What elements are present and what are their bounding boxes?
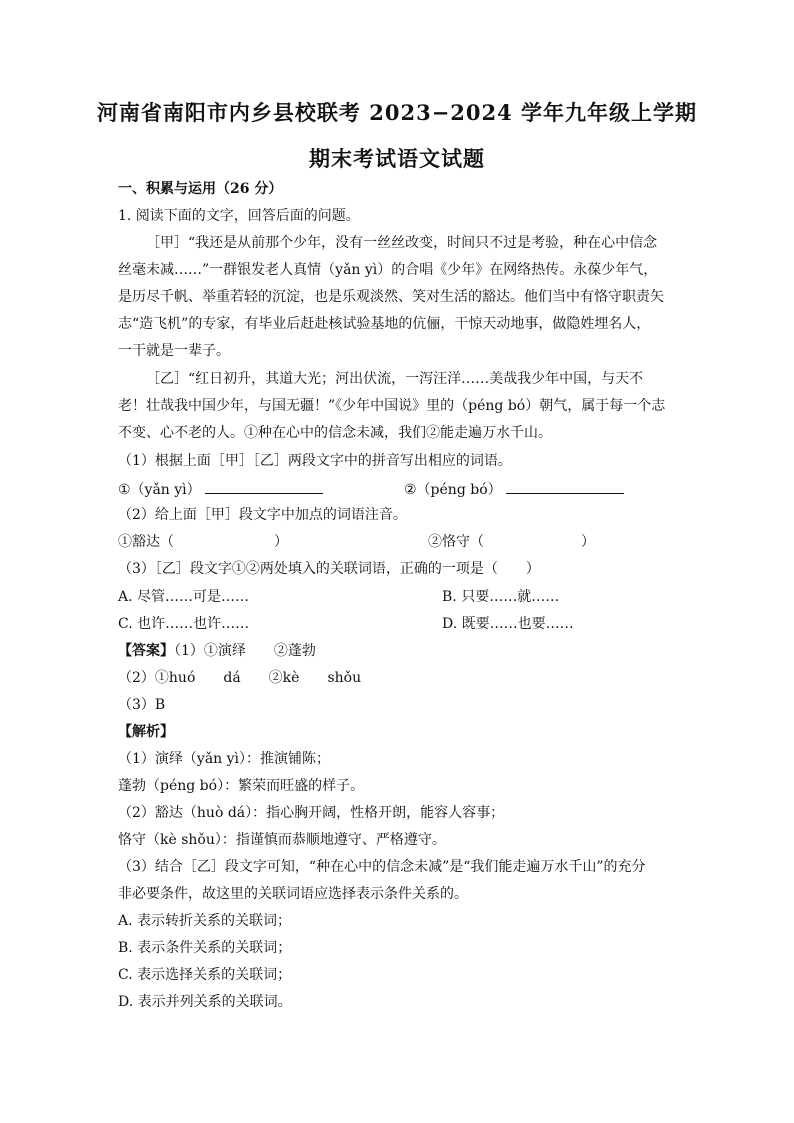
passage-a-line: 是历尽千帆、举重若轻的沉淀，也是乐观淡然、笑对生活的豁达。他们当中有恪守职责矢 — [118, 289, 664, 305]
analysis-line: （2）豁达（huò dá）：指心胸开阔，性格开朗，能容人容事； — [118, 805, 505, 821]
analysis-line: 蓬勃（péng bó）：繁荣而旺盛的样子。 — [118, 778, 365, 794]
question-stem: 1. 阅读下面的文字，回答后面的问题。 — [118, 208, 360, 224]
pinyin-blank-2-close: ） — [581, 534, 595, 550]
answer-blank[interactable] — [506, 479, 624, 494]
page-title: 河南省南阳市内乡县校联考 2023−2024 学年九年级上学期 — [96, 100, 698, 125]
blank-2-label: ②（péng bó） — [404, 482, 502, 498]
analysis-line: D. 表示并列关系的关联词。 — [118, 994, 292, 1010]
option-c: C. 也许……也许…… — [118, 616, 250, 632]
answer-blank[interactable] — [205, 479, 323, 494]
pinyin-blank-1-open: ①豁达（ — [118, 534, 174, 550]
analysis-line: 恪守（kè shǒu）：指谨慎而恭顺地遵守、严格遵守。 — [118, 832, 446, 848]
answer-1: （1）①演绎 ②蓬勃 — [174, 643, 316, 659]
passage-a-line: 志“造飞机”的专家，有毕业后赶赴核试验基地的伉俪，干惊天动地事，做隐姓埋名人， — [118, 316, 651, 332]
page-subtitle: 期末考试语文试题 — [309, 146, 485, 171]
subquestion-3: （3）［乙］段文字①②两处填入的关联词语，正确的一项是（ ） — [118, 561, 540, 577]
passage-b-line: 不变、心不老的人。①种在心中的信念未减，我们②能走遍万水千山。 — [118, 425, 552, 441]
analysis-line: A. 表示转折关系的关联词； — [118, 913, 292, 929]
passage-a-line: ［甲］“我还是从前那个少年，没有一丝丝改变，时间只不过是考验，种在心中信念 — [146, 235, 658, 251]
option-b: B. 只要……就…… — [442, 589, 560, 605]
analysis-line: 非必要条件，故这里的关联词语应选择表示条件关系的。 — [118, 886, 468, 902]
subquestion-2: （2）给上面［甲］段文字中加点的词语注音。 — [118, 507, 407, 523]
blank-1-label: ①（yǎn yì） — [118, 482, 201, 498]
section-heading: 一、积累与运用（26 分） — [118, 181, 283, 197]
analysis-line: （1）演绎（yǎn yì）：推演铺陈； — [118, 751, 331, 767]
subquestion-1: （1）根据上面［甲］［乙］两段文字中的拼音写出相应的词语。 — [118, 453, 512, 469]
pinyin-blank-2-open: ②恪守（ — [428, 534, 484, 550]
answer-2: （2）①huó dá ②kè shǒu — [118, 670, 362, 686]
option-a: A. 尽管……可是…… — [118, 589, 250, 605]
passage-a-line: 一干就是一辈子。 — [118, 343, 230, 359]
analysis-line: B. 表示条件关系的关联词； — [118, 940, 292, 956]
blank-1-row — [118, 479, 323, 499]
blank-2-row — [404, 479, 624, 499]
analysis-line: C. 表示选择关系的关联词； — [118, 967, 292, 983]
passage-b-line: ［乙］“红日初升，其道大光；河出伏流，一泻汪洋……美哉我少年中国，与天不 — [146, 371, 644, 387]
passage-b-line: 老！壮哉我中国少年，与国无疆！”《少年中国说》里的（péng bó）朝气，属于每一个志 — [118, 398, 666, 414]
option-d: D. 既要……也要…… — [442, 616, 574, 632]
analysis-line: （3）结合［乙］段文字可知，“种在心中的信念未减”是“我们能走遍万水千山”的充分 — [118, 859, 646, 875]
answer-label: 【答案】 — [118, 643, 174, 659]
pinyin-blank-1-close: ） — [274, 534, 288, 550]
passage-a-line: 丝毫未减……”一群银发老人真情（yǎn yì）的合唱《少年》在网络热传。永葆少年气， — [118, 262, 658, 278]
analysis-label: 【解析】 — [118, 724, 174, 740]
answer-row-1 — [118, 642, 316, 660]
answer-3: （3）B — [118, 697, 166, 713]
